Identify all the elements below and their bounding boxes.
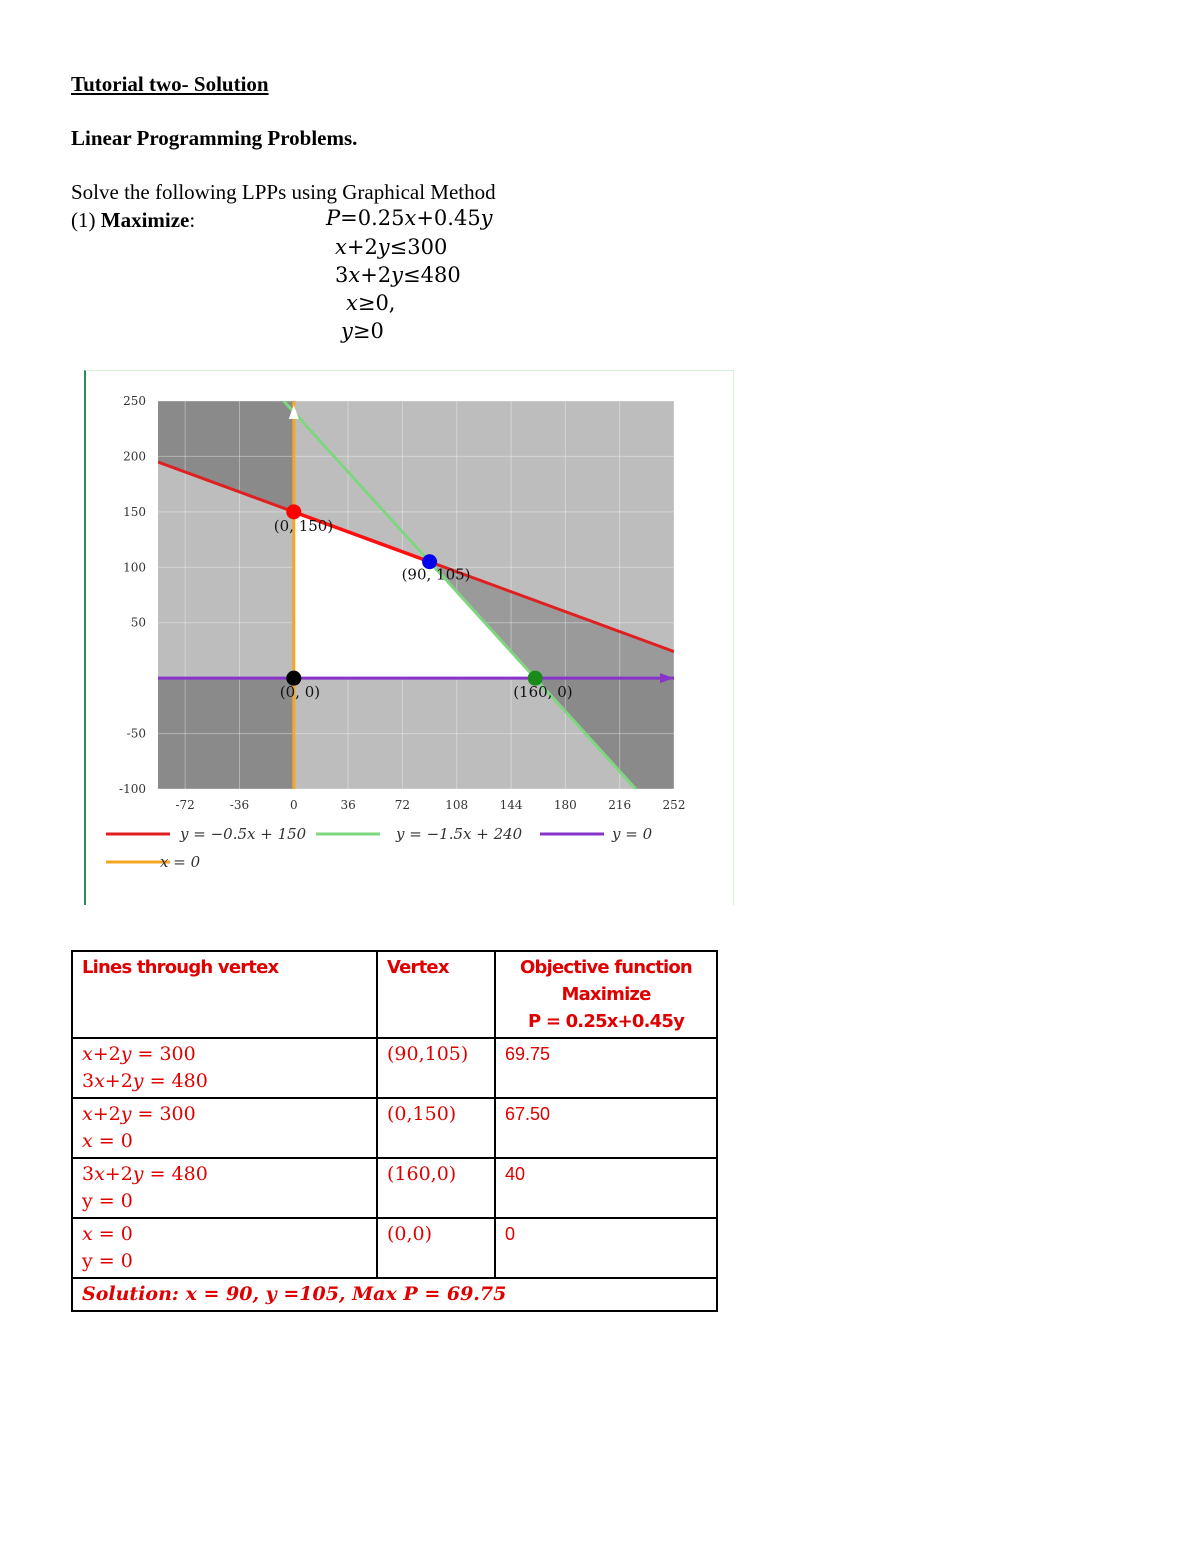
problem-number: (1)	[71, 208, 101, 232]
legend-label: x = 0	[160, 853, 201, 871]
problem-colon: :	[189, 208, 196, 232]
y-tick-label: 200	[123, 449, 146, 464]
section-heading: Linear Programming Problems.	[71, 126, 358, 150]
row-lines	[72, 1158, 377, 1218]
objective-function: 𝑃=0.25𝑥+0.45𝑦	[326, 206, 493, 230]
header-lines: Lines through vertex	[72, 951, 377, 1038]
vertex-label: (0, 0)	[279, 683, 321, 702]
x-tick-label: 180	[553, 798, 577, 812]
x-tick-label: 252	[662, 798, 686, 812]
constraint-2: 3𝑥+2𝑦≤480	[335, 263, 461, 287]
row-vertex: (0,0)	[377, 1218, 495, 1278]
line-eq: 𝑥 = 0	[82, 1223, 133, 1245]
constraint-3: 𝑥≥0,	[346, 291, 396, 315]
y-tick-label: 250	[123, 394, 146, 408]
row-value: 67.50	[495, 1098, 717, 1158]
table-row	[72, 1218, 717, 1278]
y-tick-label: -50	[126, 726, 146, 741]
vertex-table	[71, 950, 718, 1312]
line-eq: y = 0	[82, 1250, 133, 1272]
header-objective-line3: P = 0.25x+0.45y	[527, 1011, 685, 1032]
feasible-region-graph	[86, 371, 734, 904]
x-tick-label: 0	[289, 798, 298, 812]
y-tick-label: -100	[119, 782, 146, 796]
x-tick-label: 72	[394, 798, 411, 812]
header-vertex: Vertex	[377, 951, 495, 1038]
table-row	[72, 1158, 717, 1218]
header-objective-line1: Objective function	[520, 957, 692, 978]
instruction-text: Solve the following LPPs using Graphical Method	[71, 180, 496, 204]
row-value: 0	[495, 1218, 717, 1278]
x-tick-label: 144	[499, 798, 523, 812]
vertex-label: (90, 105)	[401, 565, 471, 584]
row-value: 69.75	[495, 1038, 717, 1098]
line-eq: 3𝑥+2𝑦 = 480	[82, 1163, 208, 1185]
line-eq: 𝑥+2𝑦 = 300	[82, 1043, 196, 1065]
graph-frame	[84, 370, 734, 905]
row-lines	[72, 1098, 377, 1158]
line-eq: 𝑥 = 0	[82, 1130, 133, 1152]
constraint-1: 𝑥+2𝑦≤300	[335, 235, 448, 259]
line-eq: y = 0	[82, 1190, 133, 1212]
maximize-label: Maximize	[100, 208, 190, 232]
solution-row	[72, 1278, 717, 1311]
header-objective-line2: Maximize	[561, 984, 651, 1005]
table-header-row	[72, 951, 717, 1038]
table-row	[72, 1038, 717, 1098]
y-tick-label: 100	[123, 560, 146, 575]
x-tick-label: 216	[608, 798, 632, 812]
vertex-label: (160, 0)	[513, 683, 573, 702]
legend-label: y = 0	[612, 825, 653, 843]
y-tick-label: 150	[123, 504, 146, 519]
table-row	[72, 1098, 717, 1158]
line-eq: 3𝑥+2𝑦 = 480	[82, 1070, 208, 1092]
line-eq: 𝑥+2𝑦 = 300	[82, 1103, 196, 1125]
x-tick-label: 108	[445, 798, 469, 812]
y-tick-label: 50	[130, 615, 146, 630]
page-title: Tutorial two- Solution	[71, 72, 269, 96]
header-objective	[495, 951, 717, 1038]
constraint-4: 𝑦≥0	[341, 319, 384, 343]
row-vertex: (160,0)	[377, 1158, 495, 1218]
row-value: 40	[495, 1158, 717, 1218]
row-lines	[72, 1038, 377, 1098]
problem-label	[71, 208, 195, 233]
row-lines	[72, 1218, 377, 1278]
x-tick-label: 36	[340, 798, 356, 812]
x-tick-label: -36	[229, 798, 250, 812]
legend-label: y = −1.5x + 240	[396, 825, 523, 843]
row-vertex: (90,105)	[377, 1038, 495, 1098]
legend-label: y = −0.5x + 150	[180, 825, 307, 843]
solution-text: 𝑺𝒐𝒍𝒖𝒕𝒊𝒐𝒏: 𝒙 = 90, 𝒚 =105, 𝑴𝒂𝒙 𝑷 = 69.75	[72, 1278, 717, 1311]
vertex-label: (0, 150)	[273, 516, 334, 535]
row-vertex: (0,150)	[377, 1098, 495, 1158]
x-tick-label: -72	[175, 798, 195, 812]
